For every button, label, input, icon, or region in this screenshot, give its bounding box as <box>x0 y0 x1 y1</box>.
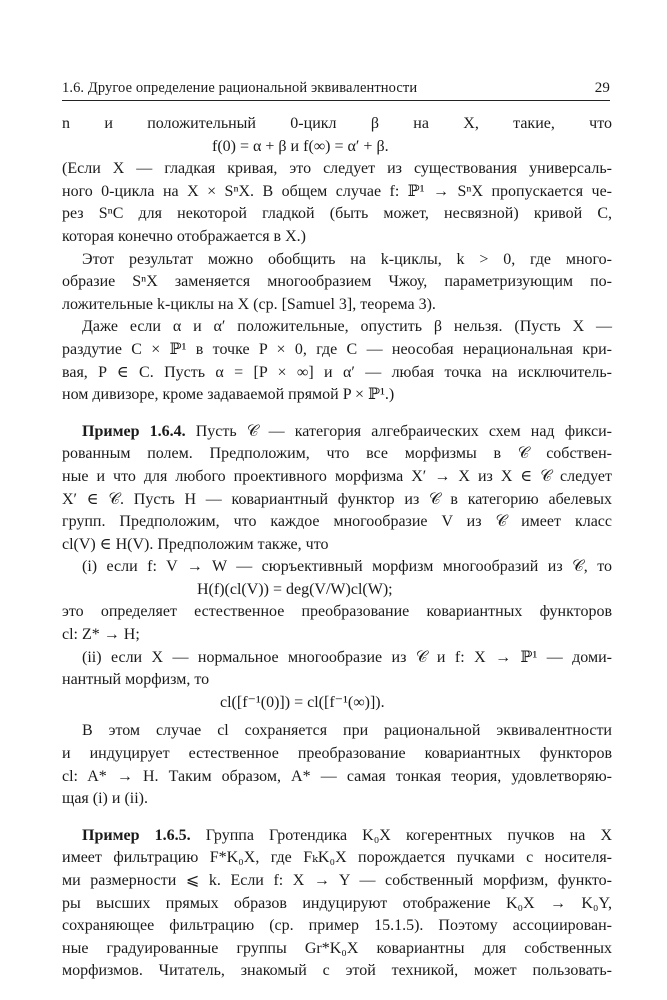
display-formula: cl([f⁻¹(0)]) = cl([f⁻¹(∞)]). <box>220 693 385 711</box>
text-line: щая (i) и (ii). <box>62 790 148 808</box>
display-formula: f(0) = α + β и f(∞) = α′ + β. <box>212 137 389 155</box>
text-line: n и положительный 0-цикл β на X, такие, что <box>62 115 612 132</box>
text-line-content: Пусть 𝒞 — категория алгебраических схем над фикси- <box>195 422 613 440</box>
paragraph-gap <box>62 811 612 825</box>
text-line: ные градуированные группы Gr*K₀X ковариантны для собственных <box>62 939 612 957</box>
example-label: Пример 1.6.5. <box>82 826 191 844</box>
text-line: это определяет естественное преобразование ковариантных функторов <box>62 603 612 621</box>
text-line-content: Группа Гротендика K₀X когерентных пучков на X <box>205 826 613 844</box>
text-line: рез SⁿC для некоторой гладкой (быть может, несвязной) кривой C, <box>62 205 612 223</box>
header-title: 1.6. Другое определение рациональной эквивалентности <box>62 80 418 96</box>
text-line: cl: A* → H. Таким образом, A* — самая тонкая теория, удовлетворяю- <box>62 767 612 785</box>
text-line: (Если X — гладкая кривая, это следует из существования универсаль- <box>62 160 612 178</box>
text-line <box>62 825 612 848</box>
text-line: ры высших прямых образов индуцируют отображение K₀X → K₀Y, <box>62 894 612 912</box>
text-line: ного 0-цикла на X × SⁿX. В общем случае f: ℙ¹ → SⁿX пропускается че- <box>62 182 612 200</box>
text-line: вая, P ∈ C. Пусть α = [P × ∞] и α′ — любая точка на исключитель- <box>62 363 612 381</box>
text-line: рованным полем. Предположим, что все морфизмы в 𝒞 собствен- <box>62 445 612 463</box>
example-label: Пример 1.6.4. <box>82 422 186 440</box>
text-line: имеет фильтрацию F*K₀X, где FₖK₀X порождается пучками с носителя- <box>62 849 612 867</box>
text-line: Даже если α и α′ положительные, опустить β нельзя. (Пусть X — <box>82 318 612 336</box>
text-line: и индуцирует естественное преобразование ковариантных функторов <box>62 745 612 763</box>
text-line: cl: Z* → H; <box>62 626 140 644</box>
text-line: ном дивизоре, кроме задаваемой прямой P × ℙ¹.) <box>62 386 395 404</box>
page-number: 29 <box>594 80 610 96</box>
text-line: раздутие C × ℙ¹ в точке P × 0, где C — неособая нерациональная кри- <box>62 340 612 358</box>
text-line: (i) если f: V → W — сюръективный морфизм многообразий из 𝒞, то <box>82 558 612 576</box>
text-line: X′ ∈ 𝒞. Пусть H — ковариантный функтор из 𝒞 в категорию абелевых <box>62 490 612 508</box>
text-line: cl(V) ∈ H(V). Предположим также, что <box>62 535 329 553</box>
text-line: ми размерности ⩽ k. Если f: X → Y — собственный морфизм, функто- <box>62 872 612 889</box>
text-line: (ii) если X — нормальное многообразие из 𝒞 и f: X → ℙ¹ — доми- <box>82 648 612 666</box>
paragraph-gap <box>62 407 612 421</box>
text-line <box>62 421 612 444</box>
text-line: нантный морфизм, то <box>62 671 210 689</box>
display-formula: H(f)(cl(V)) = deg(V/W)cl(W); <box>197 580 393 598</box>
text-line: ложительные k-циклы на X (ср. [Samuel 3], теорема 3). <box>62 295 436 313</box>
page-body <box>62 113 612 983</box>
header-rule <box>62 100 610 101</box>
text-line: ные и что для любого проективного морфизма X′ → X из X ∈ 𝒞 следует <box>62 467 612 485</box>
text-line: которая конечно отображается в X.) <box>62 227 306 245</box>
text-line: сохраняющее фильтрацию (ср. пример 15.1.5). Поэтому ассоциирован- <box>62 917 612 935</box>
running-header <box>62 80 610 100</box>
text-line: морфизмов. Читатель, знакомый с этой техникой, может пользовать- <box>62 962 612 980</box>
text-line: групп. Предположим, что каждое многообразие V из 𝒞 имеет класс <box>62 513 612 531</box>
text-line: В этом случае cl сохраняется при рациональной эквивалентности <box>82 722 612 740</box>
text-line: образие SⁿX заменяется многообразием Чжоу, параметризующим по- <box>62 273 612 291</box>
text-line: Этот результат можно обобщить на k-циклы, k > 0, где много- <box>82 250 612 268</box>
